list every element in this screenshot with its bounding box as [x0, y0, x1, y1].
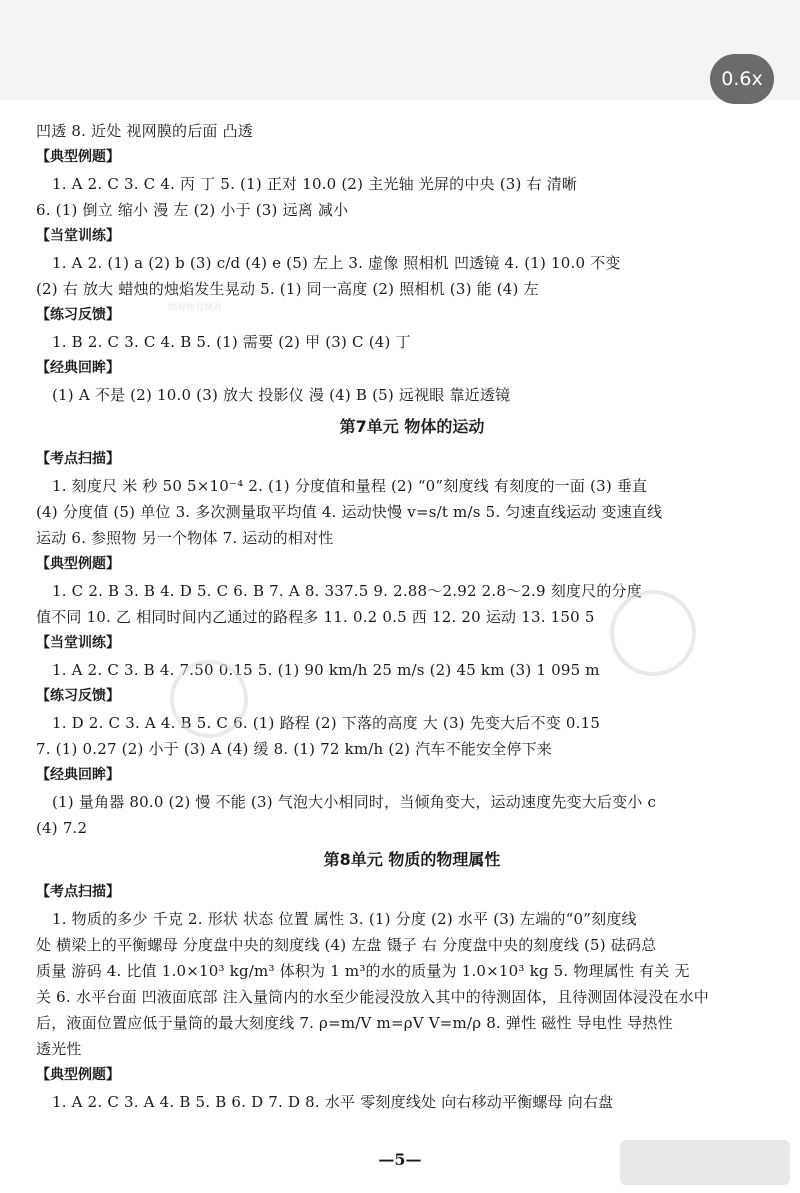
answer-line: 透光性: [36, 1040, 82, 1058]
answer-line: 凹透 8. 近处 视网膜的后面 凸透: [36, 122, 253, 140]
answer-line: 值不同 10. 乙 相同时间内乙通过的路程多 11. 0.2 0.5 西 12. 20 运动 13. 150 5: [36, 608, 595, 626]
answer-line: (2) 右 放大 蜡烛的烛焰发生晃动 5. (1) 同一高度 (2) 照相机 (3) 能 (4) 左: [36, 280, 539, 298]
answer-line: (4) 分度值 (5) 单位 3. 多次测量取平均值 4. 运动快慢 v=s/t m/s 5. 匀速直线运动 变速直线: [36, 503, 663, 521]
answer-line: 6. (1) 倒立 缩小 漫 左 (2) 小于 (3) 远离 减小: [36, 201, 349, 219]
answer-line: 1. A 2. C 3. B 4. 7.50 0.15 5. (1) 90 km/h 25 m/s (2) 45 km (3) 1 095 m: [52, 661, 600, 679]
answer-line: 处 横梁上的平衡螺母 分度盘中央的刻度线 (4) 左盘 镊子 右 分度盘中央的刻度线 (5) 砝码总: [36, 936, 657, 954]
answer-line: 1. A 2. C 3. C 4. 丙 丁 5. (1) 正对 10.0 (2) 主光轴 光屏的中央 (3) 右 清晰: [52, 175, 578, 193]
section-header: 【考点扫描】: [36, 451, 120, 467]
section-header: 【练习反馈】: [36, 688, 120, 704]
site-watermark-icon: [620, 1140, 790, 1185]
section-header: 【典型例题】: [36, 556, 120, 572]
section-header: 【考点扫描】: [36, 884, 120, 900]
answer-line: 1. A 2. C 3. A 4. B 5. B 6. D 7. D 8. 水平 零刻度线处 向右移动平衡螺母 向右盘: [52, 1093, 614, 1111]
section-header: 【当堂训练】: [36, 635, 120, 651]
answer-line: (1) 量角器 80.0 (2) 慢 不能 (3) 气泡大小相同时，当倾角变大，运动速度先变大后变小 c: [52, 793, 657, 811]
answer-line: 1. D 2. C 3. A 4. B 5. C 6. (1) 路程 (2) 下落的高度 大 (3) 先变大后不变 0.15: [52, 714, 601, 732]
answer-line: 7. (1) 0.27 (2) 小于 (3) A (4) 缓 8. (1) 72 km/h (2) 汽车不能安全停下来: [36, 740, 553, 758]
section-header: 【典型例题】: [36, 1067, 120, 1083]
answer-line: (4) 7.2: [36, 819, 88, 837]
answer-line: 1. C 2. B 3. B 4. D 5. C 6. B 7. A 8. 337.5 9. 2.88～2.92 2.8～2.9 刻度尺的分度: [52, 582, 642, 600]
section-header: 【典型例题】: [36, 149, 120, 165]
answer-line: 1. A 2. (1) a (2) b (3) c/d (4) e (5) 左上 3. 虚像 照相机 凹透镜 4. (1) 10.0 不变: [52, 254, 621, 272]
answer-line: 1. 刻度尺 米 秒 50 5×10⁻⁴ 2. (1) 分度值和量程 (2) “0”刻度线 有刻度的一面 (3) 垂直: [52, 477, 648, 495]
answer-line: 关 6. 水平台面 凹液面底部 注入量筒内的水至少能浸没放入其中的待测固体，且待测固体浸没在水中: [36, 988, 709, 1006]
section-header: 【经典回眸】: [36, 360, 120, 376]
unit-8-title: 第8单元 物质的物理属性: [323, 850, 501, 869]
answer-page: [36, 118, 788, 1115]
page-number: —5—: [378, 1150, 422, 1169]
section-header: 【练习反馈】: [36, 307, 120, 323]
section-header: 【经典回眸】: [36, 767, 120, 783]
answer-line: 1. B 2. C 3. C 4. B 5. (1) 需要 (2) 甲 (3) C (4) 丁: [52, 333, 411, 351]
answer-line: 质量 游码 4. 比值 1.0×10³ kg/m³ 体积为 1 m³的水的质量为 1.0×10³ kg 5. 物理属性 有关 无: [36, 962, 690, 980]
zoom-level-badge[interactable]: 0.6x: [710, 54, 774, 104]
unit-7-title: 第7单元 物体的运动: [339, 417, 485, 436]
viewer-top-bar: [0, 0, 800, 100]
section-header: 【当堂训练】: [36, 228, 120, 244]
answer-line: 1. 物质的多少 千克 2. 形状 状态 位置 属性 3. (1) 分度 (2) 水平 (3) 左端的“0”刻度线: [52, 910, 637, 928]
answer-line: 后，液面位置应低于量筒的最大刻度线 7. ρ=m/V m=ρV V=m/ρ 8. 弹性 磁性 导电性 导热性: [36, 1014, 673, 1032]
answer-line: (1) A 不是 (2) 10.0 (3) 放大 投影仪 漫 (4) B (5) 远视眼 靠近透镜: [52, 386, 511, 404]
watermark-text: 快对快对快对: [168, 303, 223, 313]
answer-line: 运动 6. 参照物 另一个物体 7. 运动的相对性: [36, 529, 334, 547]
